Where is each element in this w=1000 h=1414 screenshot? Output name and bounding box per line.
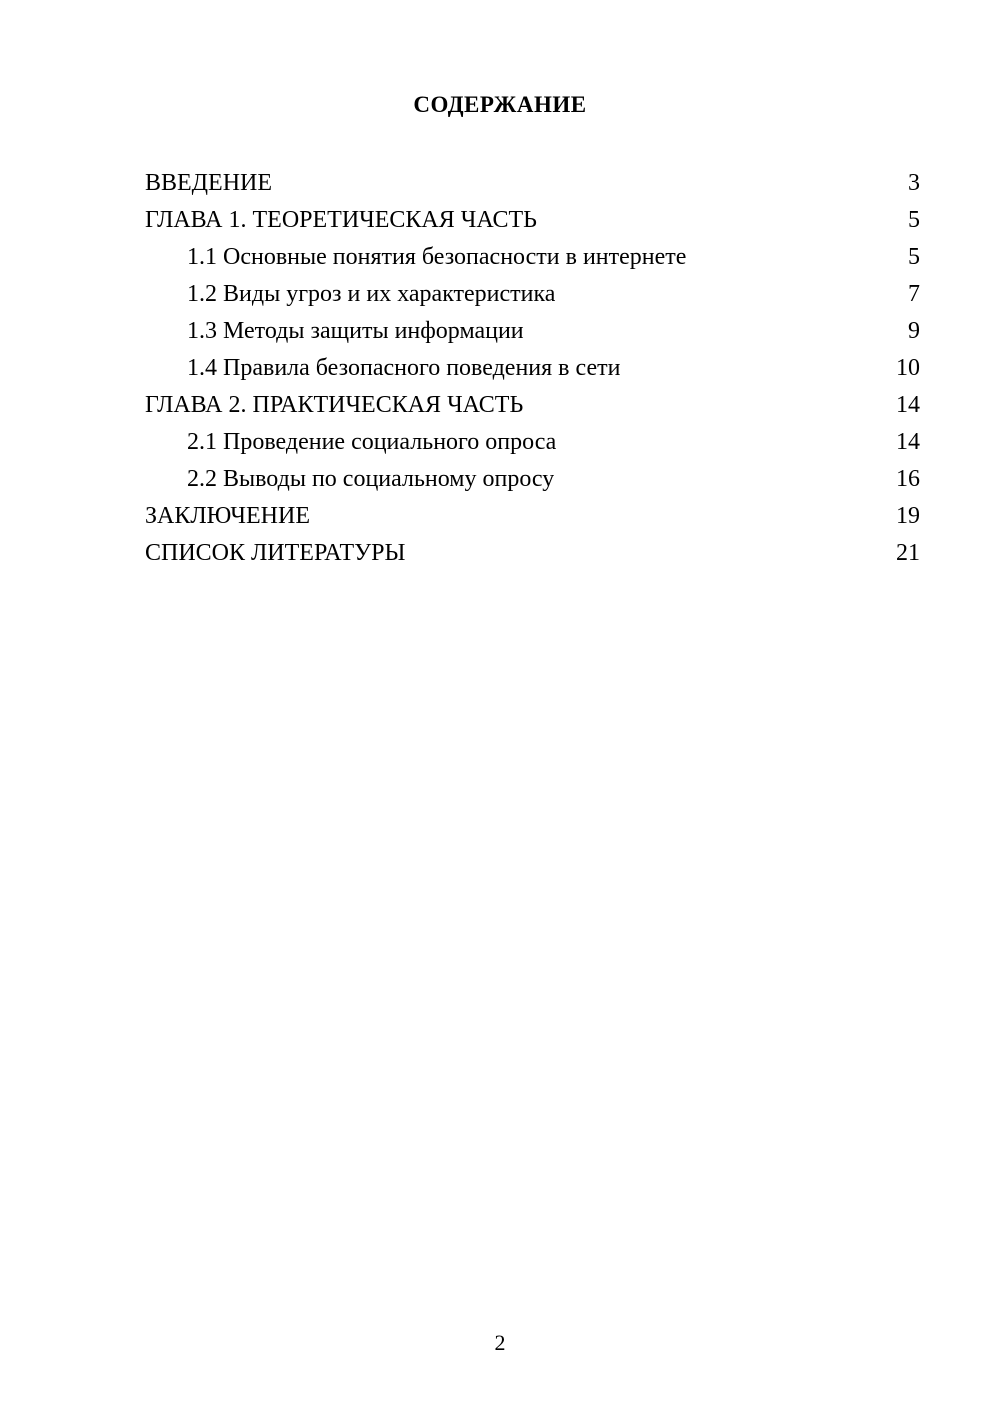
toc-entry-page-number: 7 [908,281,920,307]
toc-entry-label: 2.2 Выводы по социальному опросу [187,466,555,492]
toc-entry-page-number: 3 [908,170,920,196]
toc-entry-label: ВВЕДЕНИЕ [145,170,273,196]
toc-entry-page-number: 5 [908,207,920,233]
toc-entry-page-number: 19 [896,503,920,529]
toc-entry-label: ГЛАВА 1. ТЕОРЕТИЧЕСКАЯ ЧАСТЬ [145,207,537,233]
toc-entry-page-number: 14 [896,392,920,418]
toc-entry[interactable] [145,498,920,535]
toc-entry[interactable] [145,461,920,498]
toc-entry-page-number: 9 [908,318,920,344]
toc-entry[interactable] [145,424,920,461]
toc-entry-page-number: 16 [896,466,920,492]
toc-entry[interactable] [145,387,920,424]
toc-entry-page-number: 10 [896,355,920,381]
toc-entry-label: ГЛАВА 2. ПРАКТИЧЕСКАЯ ЧАСТЬ [145,392,524,418]
page-number-footer: 2 [494,1330,506,1355]
table-of-contents [145,165,920,572]
toc-entry-label: 1.4 Правила безопасного поведения в сети [187,355,621,381]
toc-entry-label: 1.1 Основные понятия безопасности в интернете [187,244,687,270]
toc-entry[interactable] [145,350,920,387]
toc-entry-label: 1.2 Виды угроз и их характеристика [187,281,556,307]
toc-entry-label: СПИСОК ЛИТЕРАТУРЫ [145,540,406,566]
toc-entry-page-number: 14 [896,429,920,455]
toc-entry-label: 1.3 Методы защиты информации [187,318,524,344]
toc-entry[interactable] [145,313,920,350]
toc-entry-label: ЗАКЛЮЧЕНИЕ [145,503,310,529]
toc-entry-page-number: 21 [896,540,920,566]
toc-entry-label: 2.1 Проведение социального опроса [187,429,557,455]
toc-entry[interactable] [145,239,920,276]
toc-entry-page-number: 5 [908,244,920,270]
toc-entry[interactable] [145,202,920,239]
toc-entry[interactable] [145,535,920,572]
toc-entry[interactable] [145,276,920,313]
page-title: СОДЕРЖАНИЕ [413,92,587,117]
toc-entry[interactable] [145,165,920,202]
